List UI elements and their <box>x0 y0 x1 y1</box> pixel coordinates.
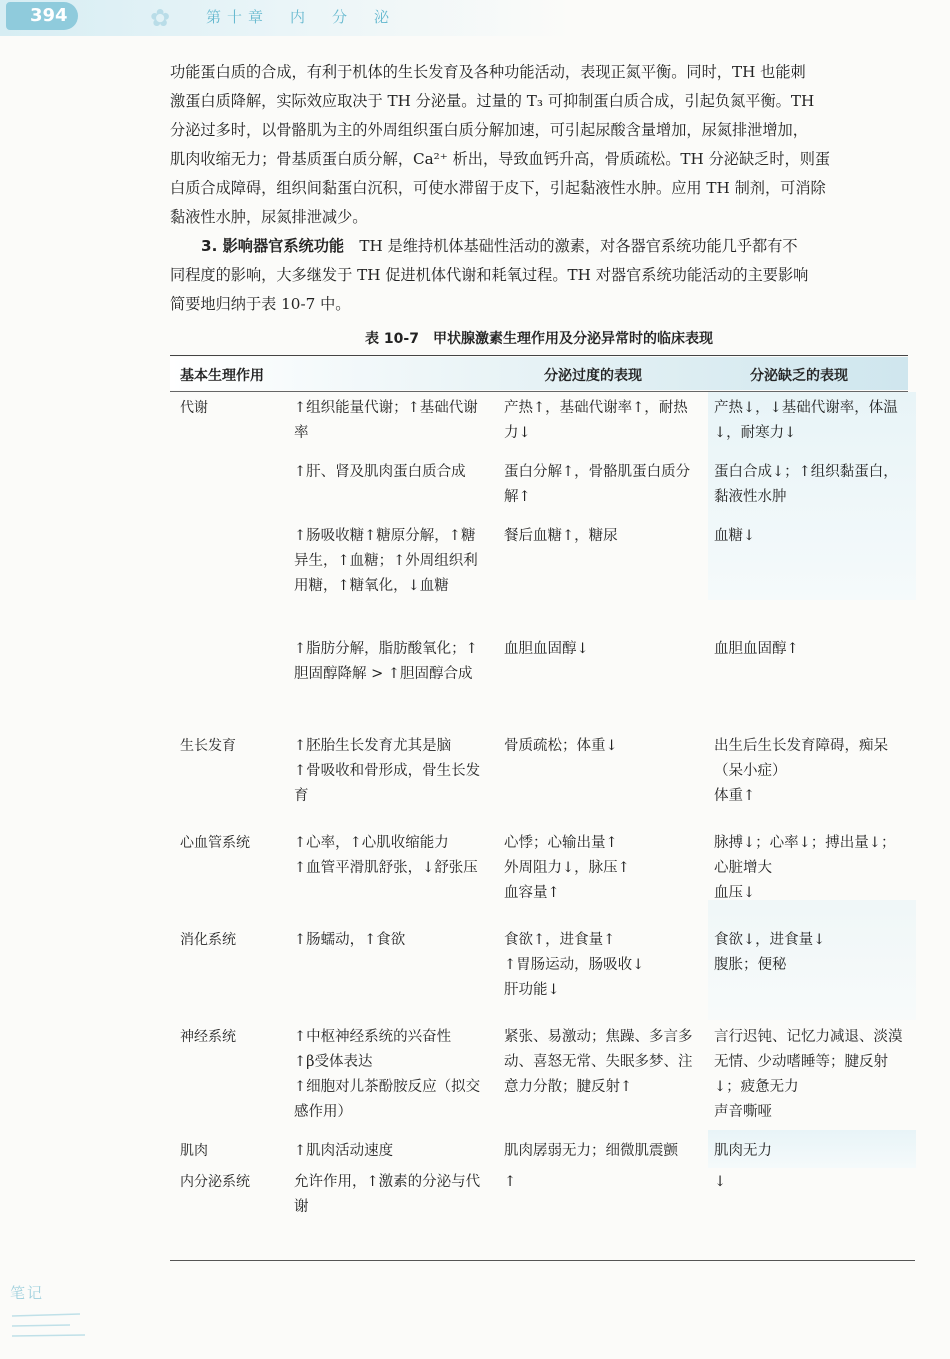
body-line: 简要地归纳于表 10-7 中。 <box>170 295 351 313</box>
table-cell-effect: ↑胚胎生长发育尤其是脑 ↑骨吸收和骨形成，骨生长发育 <box>294 738 481 804</box>
body-line-text: TH 是维持机体基础性活动的激素，对各器官系统功能几乎都有不 <box>344 237 798 255</box>
table-cell-effect: ↑肠蠕动，↑食欲 <box>294 932 406 948</box>
body-line: 同程度的影响，大多继发于 TH 促进机体代谢和耗氧过程。TH 对器官系统功能活动的主要影响 <box>170 266 809 284</box>
table-cell-excess: 蛋白分解↑，骨骼肌蛋白质分解↑ <box>504 464 691 505</box>
body-line: 肌肉收缩无力；骨基质蛋白质分解，Ca²⁺ 析出，导致血钙升高，骨质疏松。TH 分泌缺乏时，则蛋 <box>170 150 831 168</box>
table-cell-cat: 生长发育 <box>180 738 236 754</box>
table-cell-excess: 肌肉孱弱无力；细微肌震颤 <box>504 1143 678 1159</box>
body-line: 黏液性水肿，尿氮排泄减少。 <box>170 208 368 226</box>
table-cell-excess: 骨质疏松；体重↓ <box>504 738 618 754</box>
table-cell-effect: ↑肠吸收糖↑糖原分解，↑糖异生，↑血糖；↑外周组织利用糖，↑糖氧化，↓血糖 <box>294 528 478 594</box>
body-text <box>170 58 908 319</box>
table-cell-excess: 紧张、易激动；焦躁、多言多动、喜怒无常、失眠多梦、注意力分散；腱反射↑ <box>504 1029 693 1095</box>
chapter-title: 第十章 内 分 泌 <box>206 8 396 26</box>
table-cell-effect: ↑心率，↑心肌收缩能力 ↑血管平滑肌舒张，↓舒张压 <box>294 835 478 876</box>
table-cell-effect: ↑脂肪分解，脂肪酸氧化；↑胆固醇降解 > ↑胆固醇合成 <box>294 641 478 682</box>
body-line <box>170 232 908 261</box>
body-line: 激蛋白质降解，实际效应取决于 TH 分泌量。过量的 T₃ 可抑制蛋白质合成，引起负氮平衡。TH <box>170 92 815 110</box>
table-cell-deficit: 产热↓，↓基础代谢率，体温↓，耐寒力↓ <box>714 400 898 441</box>
table-top-rule <box>170 355 908 356</box>
page-number: 394 <box>6 2 78 30</box>
table-cell-effect: ↑中枢神经系统的兴奋性 ↑β受体表达 ↑细胞对儿茶酚胺反应（拟交感作用） <box>294 1029 481 1120</box>
table-cell-deficit: 肌肉无力 <box>714 1143 772 1159</box>
table-caption: 表 10-7 甲状腺激素生理作用及分泌异常时的临床表现 <box>365 331 713 347</box>
table-cell-excess: 产热↑，基础代谢率↑，耐热力↓ <box>504 400 688 441</box>
table-cell-excess: ↑ <box>504 1174 517 1190</box>
table-cell-deficit: 出生后生长发育障碍，痴呆（呆小症） 体重↑ <box>714 738 888 804</box>
table-cell-deficit: 脉搏↓；心率↓；搏出量↓；心脏增大 血压↓ <box>714 835 896 901</box>
table-header-cell: 基本生理作用 <box>180 368 264 384</box>
table-cell-excess: 血胆血固醇↓ <box>504 641 589 657</box>
flower-ornament-icon: ✿ <box>150 4 171 32</box>
table-cell-deficit: 蛋白合成↓；↑组织黏蛋白，黏液性水肿 <box>714 464 898 505</box>
table-cell-deficit: 言行迟钝、记忆力减退、淡漠无情、少动嗜睡等；腱反射↓；疲惫无力 声音嘶哑 <box>714 1029 903 1120</box>
table-cell-deficit: 血糖↓ <box>714 528 756 544</box>
table-cell-cat: 神经系统 <box>180 1029 236 1045</box>
table-cell-cat: 肌肉 <box>180 1143 208 1159</box>
body-line: 白质合成障碍，组织间黏蛋白沉积，可使水滞留于皮下，引起黏液性水肿。应用 TH 制剂，可消除 <box>170 179 826 197</box>
table-cell-deficit: 食欲↓，进食量↓ 腹胀；便秘 <box>714 932 826 973</box>
table-cell-cat: 代谢 <box>180 400 208 416</box>
table-header-row <box>170 357 908 390</box>
table-cell-effect: ↑肌肉活动速度 <box>294 1143 394 1159</box>
body-line: 分泌过多时，以骨骼肌为主的外周组织蛋白质分解加速，可引起尿酸含量增加，尿氮排泄增加， <box>170 121 808 139</box>
margin-note-label: 笔记 <box>10 1284 45 1302</box>
table-cell-deficit: 血胆血固醇↑ <box>714 641 799 657</box>
margin-note-lines-icon <box>10 1306 90 1346</box>
table-cell-excess: 食欲↑，进食量↑ ↑胃肠运动，肠吸收↓ 肝功能↓ <box>504 932 645 998</box>
table-cell-cat: 消化系统 <box>180 932 236 948</box>
table-header-cell: 分泌过度的表现 <box>544 368 642 384</box>
table-header-cell: 分泌缺乏的表现 <box>750 368 848 384</box>
table-cell-deficit: ↓ <box>714 1174 727 1190</box>
table-cell-effect: ↑肝、肾及肌肉蛋白质合成 <box>294 464 466 480</box>
table-bottom-rule <box>170 1260 915 1261</box>
body-line: 功能蛋白质的合成，有利于机体的生长发育及各种功能活动，表现正氮平衡。同时，TH 也能刺 <box>170 63 806 81</box>
table-cell-cat: 心血管系统 <box>180 835 250 851</box>
table-cell-effect: 允许作用，↑激素的分泌与代谢 <box>294 1174 481 1215</box>
section-heading: 3. 影响器官系统功能 <box>201 237 345 255</box>
table-cell-effect: ↑组织能量代谢；↑基础代谢率 <box>294 400 478 441</box>
table-cell-cat: 内分泌系统 <box>180 1174 250 1190</box>
table-cell-excess: 心悸；心输出量↑ 外周阻力↓，脉压↑ 血容量↑ <box>504 835 630 901</box>
table-cell-excess: 餐后血糖↑，糖尿 <box>504 528 618 544</box>
header-band <box>0 0 950 36</box>
